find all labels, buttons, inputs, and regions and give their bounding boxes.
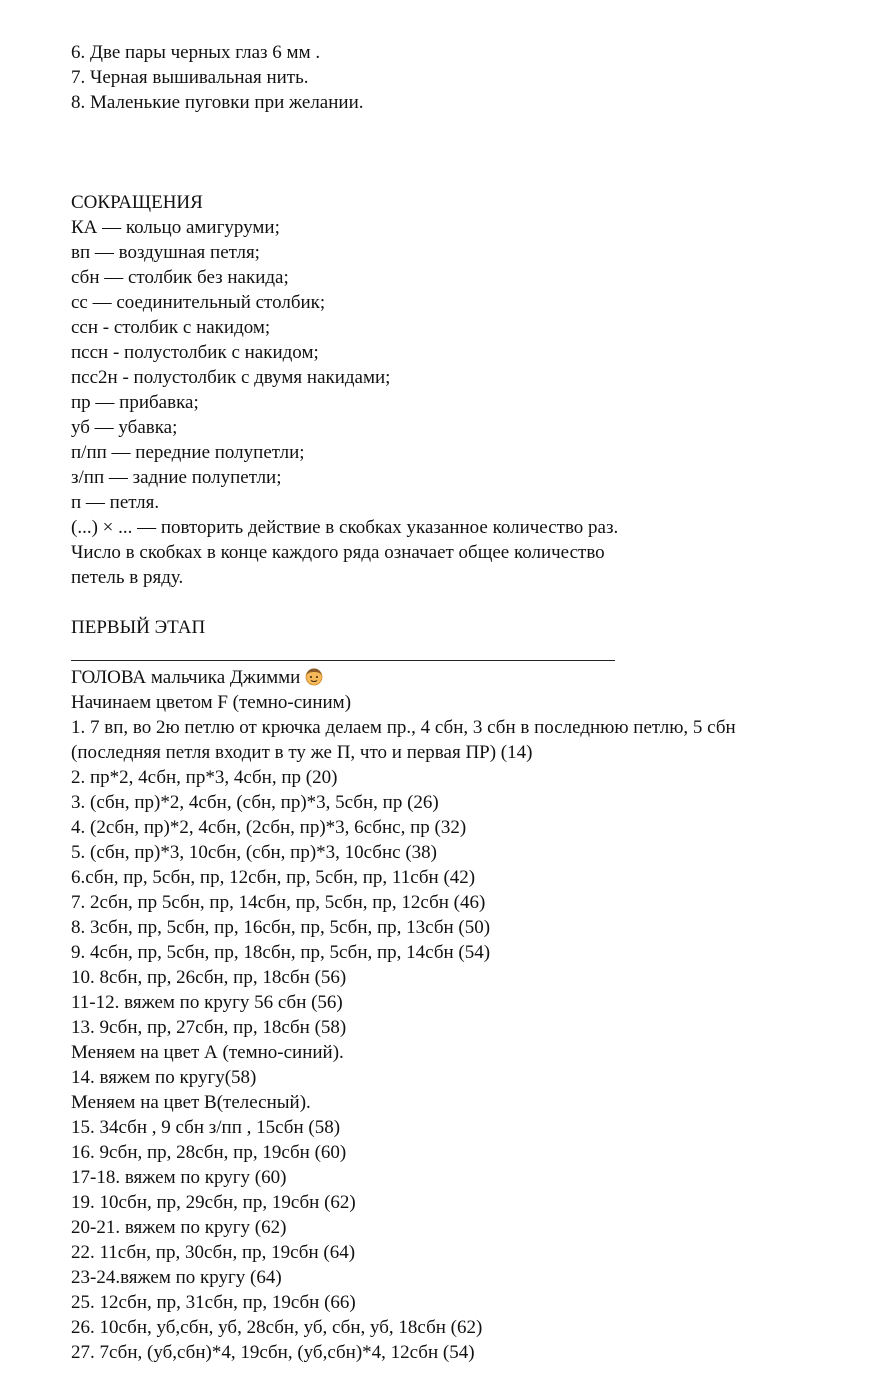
- pattern-row: 22. 11сбн, пр, 30сбн, пр, 19сбн (64): [71, 1242, 356, 1263]
- pattern-row: 7. 2сбн, пр 5сбн, пр, 14сбн, пр, 5сбн, пр, 12сбн (46): [71, 892, 486, 913]
- section-title: [71, 665, 861, 690]
- pattern-row: 20-21. вяжем по кругу (62): [71, 1217, 287, 1238]
- abbreviation-item: пр — прибавка;: [71, 392, 199, 413]
- pattern-row: 6.сбн, пр, 5сбн, пр, 12сбн, пр, 5сбн, пр, 11сбн (42): [71, 867, 476, 888]
- abbreviation-item: п — петля.: [71, 492, 160, 513]
- pattern-row: 3. (сбн, пр)*2, 4сбн, (сбн, пр)*3, 5сбн, пр (26): [71, 792, 439, 813]
- pattern-row: (последняя петля входит в ту же П, что и первая ПР) (14): [71, 742, 533, 763]
- pattern-row: 11-12. вяжем по кругу 56 сбн (56): [71, 992, 343, 1013]
- pattern-row: 13. 9сбн, пр, 27сбн, пр, 18сбн (58): [71, 1017, 347, 1038]
- abbreviation-item: пссн - полустолбик с накидом;: [71, 342, 319, 363]
- pattern-row: 4. (2сбн, пр)*2, 4сбн, (2сбн, пр)*3, 6сбнс, пр (32): [71, 817, 467, 838]
- abbreviation-item: з/пп — задние полупетли;: [71, 467, 282, 488]
- materials-item: 8. Маленькие пуговки при желании.: [71, 92, 364, 113]
- pattern-row: Меняем на цвет В(телесный).: [71, 1092, 311, 1113]
- pattern-row: 2. пр*2, 4сбн, пр*3, 4сбн, пр (20): [71, 767, 338, 788]
- pattern-row: 17-18. вяжем по кругу (60): [71, 1167, 287, 1188]
- pattern-row: 10. 8сбн, пр, 26сбн, пр, 18сбн (56): [71, 967, 347, 988]
- abbreviation-note: петель в ряду.: [71, 567, 184, 588]
- pattern-row: 16. 9сбн, пр, 28сбн, пр, 19сбн (60): [71, 1142, 347, 1163]
- boy-face-icon: [304, 666, 324, 686]
- pattern-row: 19. 10сбн, пр, 29сбн, пр, 19сбн (62): [71, 1192, 356, 1213]
- abbreviation-item: вп — воздушная петля;: [71, 242, 260, 263]
- abbreviation-item: КА — кольцо амигуруми;: [71, 217, 280, 238]
- section-title-text: ГОЛОВА мальчика Джимми: [71, 667, 301, 688]
- materials-item: 7. Черная вышивальная нить.: [71, 67, 309, 88]
- document-content: [71, 40, 861, 1365]
- abbreviations-heading: СОКРАЩЕНИЯ: [71, 192, 203, 213]
- abbreviation-item: псс2н - полустолбик с двумя накидами;: [71, 367, 391, 388]
- pattern-row: 15. 34сбн , 9 сбн з/пп , 15сбн (58): [71, 1117, 341, 1138]
- abbreviation-item: п/пп — передние полупетли;: [71, 442, 305, 463]
- pattern-row: Начинаем цветом F (темно-синим): [71, 692, 352, 713]
- pattern-row: 8. 3сбн, пр, 5сбн, пр, 16сбн, пр, 5сбн, пр, 13сбн (50): [71, 917, 491, 938]
- pattern-row: 1. 7 вп, во 2ю петлю от крючка делаем пр., 4 сбн, 3 сбн в последнюю петлю, 5 сбн: [71, 717, 736, 738]
- pattern-row: 5. (сбн, пр)*3, 10сбн, (сбн, пр)*3, 10сбнс (38): [71, 842, 437, 863]
- divider: [71, 640, 861, 665]
- pattern-row: 14. вяжем по кругу(58): [71, 1067, 257, 1088]
- pattern-row: 25. 12сбн, пр, 31сбн, пр, 19сбн (66): [71, 1292, 356, 1313]
- abbreviation-note: Число в скобках в конце каждого ряда означает общее количество: [71, 542, 605, 563]
- materials-item: 6. Две пары черных глаз 6 мм .: [71, 42, 321, 63]
- abbreviation-item: (...) × ... — повторить действие в скобках указанное количество раз.: [71, 517, 619, 538]
- pattern-row: 27. 7сбн, (уб,сбн)*4, 19сбн, (уб,сбн)*4, 12сбн (54): [71, 1342, 475, 1363]
- abbreviation-item: сбн — столбик без накида;: [71, 267, 289, 288]
- pattern-row: 9. 4сбн, пр, 5сбн, пр, 18сбн, пр, 5сбн, пр, 14сбн (54): [71, 942, 491, 963]
- abbreviation-item: ссн - столбик с накидом;: [71, 317, 271, 338]
- pattern-row: Меняем на цвет А (темно-синий).: [71, 1042, 344, 1063]
- pattern-row: 23-24.вяжем по кругу (64): [71, 1267, 282, 1288]
- pattern-row: 26. 10сбн, уб,сбн, уб, 28сбн, уб, сбн, уб, 18сбн (62): [71, 1317, 483, 1338]
- abbreviation-item: сс — соединительный столбик;: [71, 292, 326, 313]
- stage-heading: ПЕРВЫЙ ЭТАП: [71, 617, 206, 638]
- abbreviation-item: уб — убавка;: [71, 417, 178, 438]
